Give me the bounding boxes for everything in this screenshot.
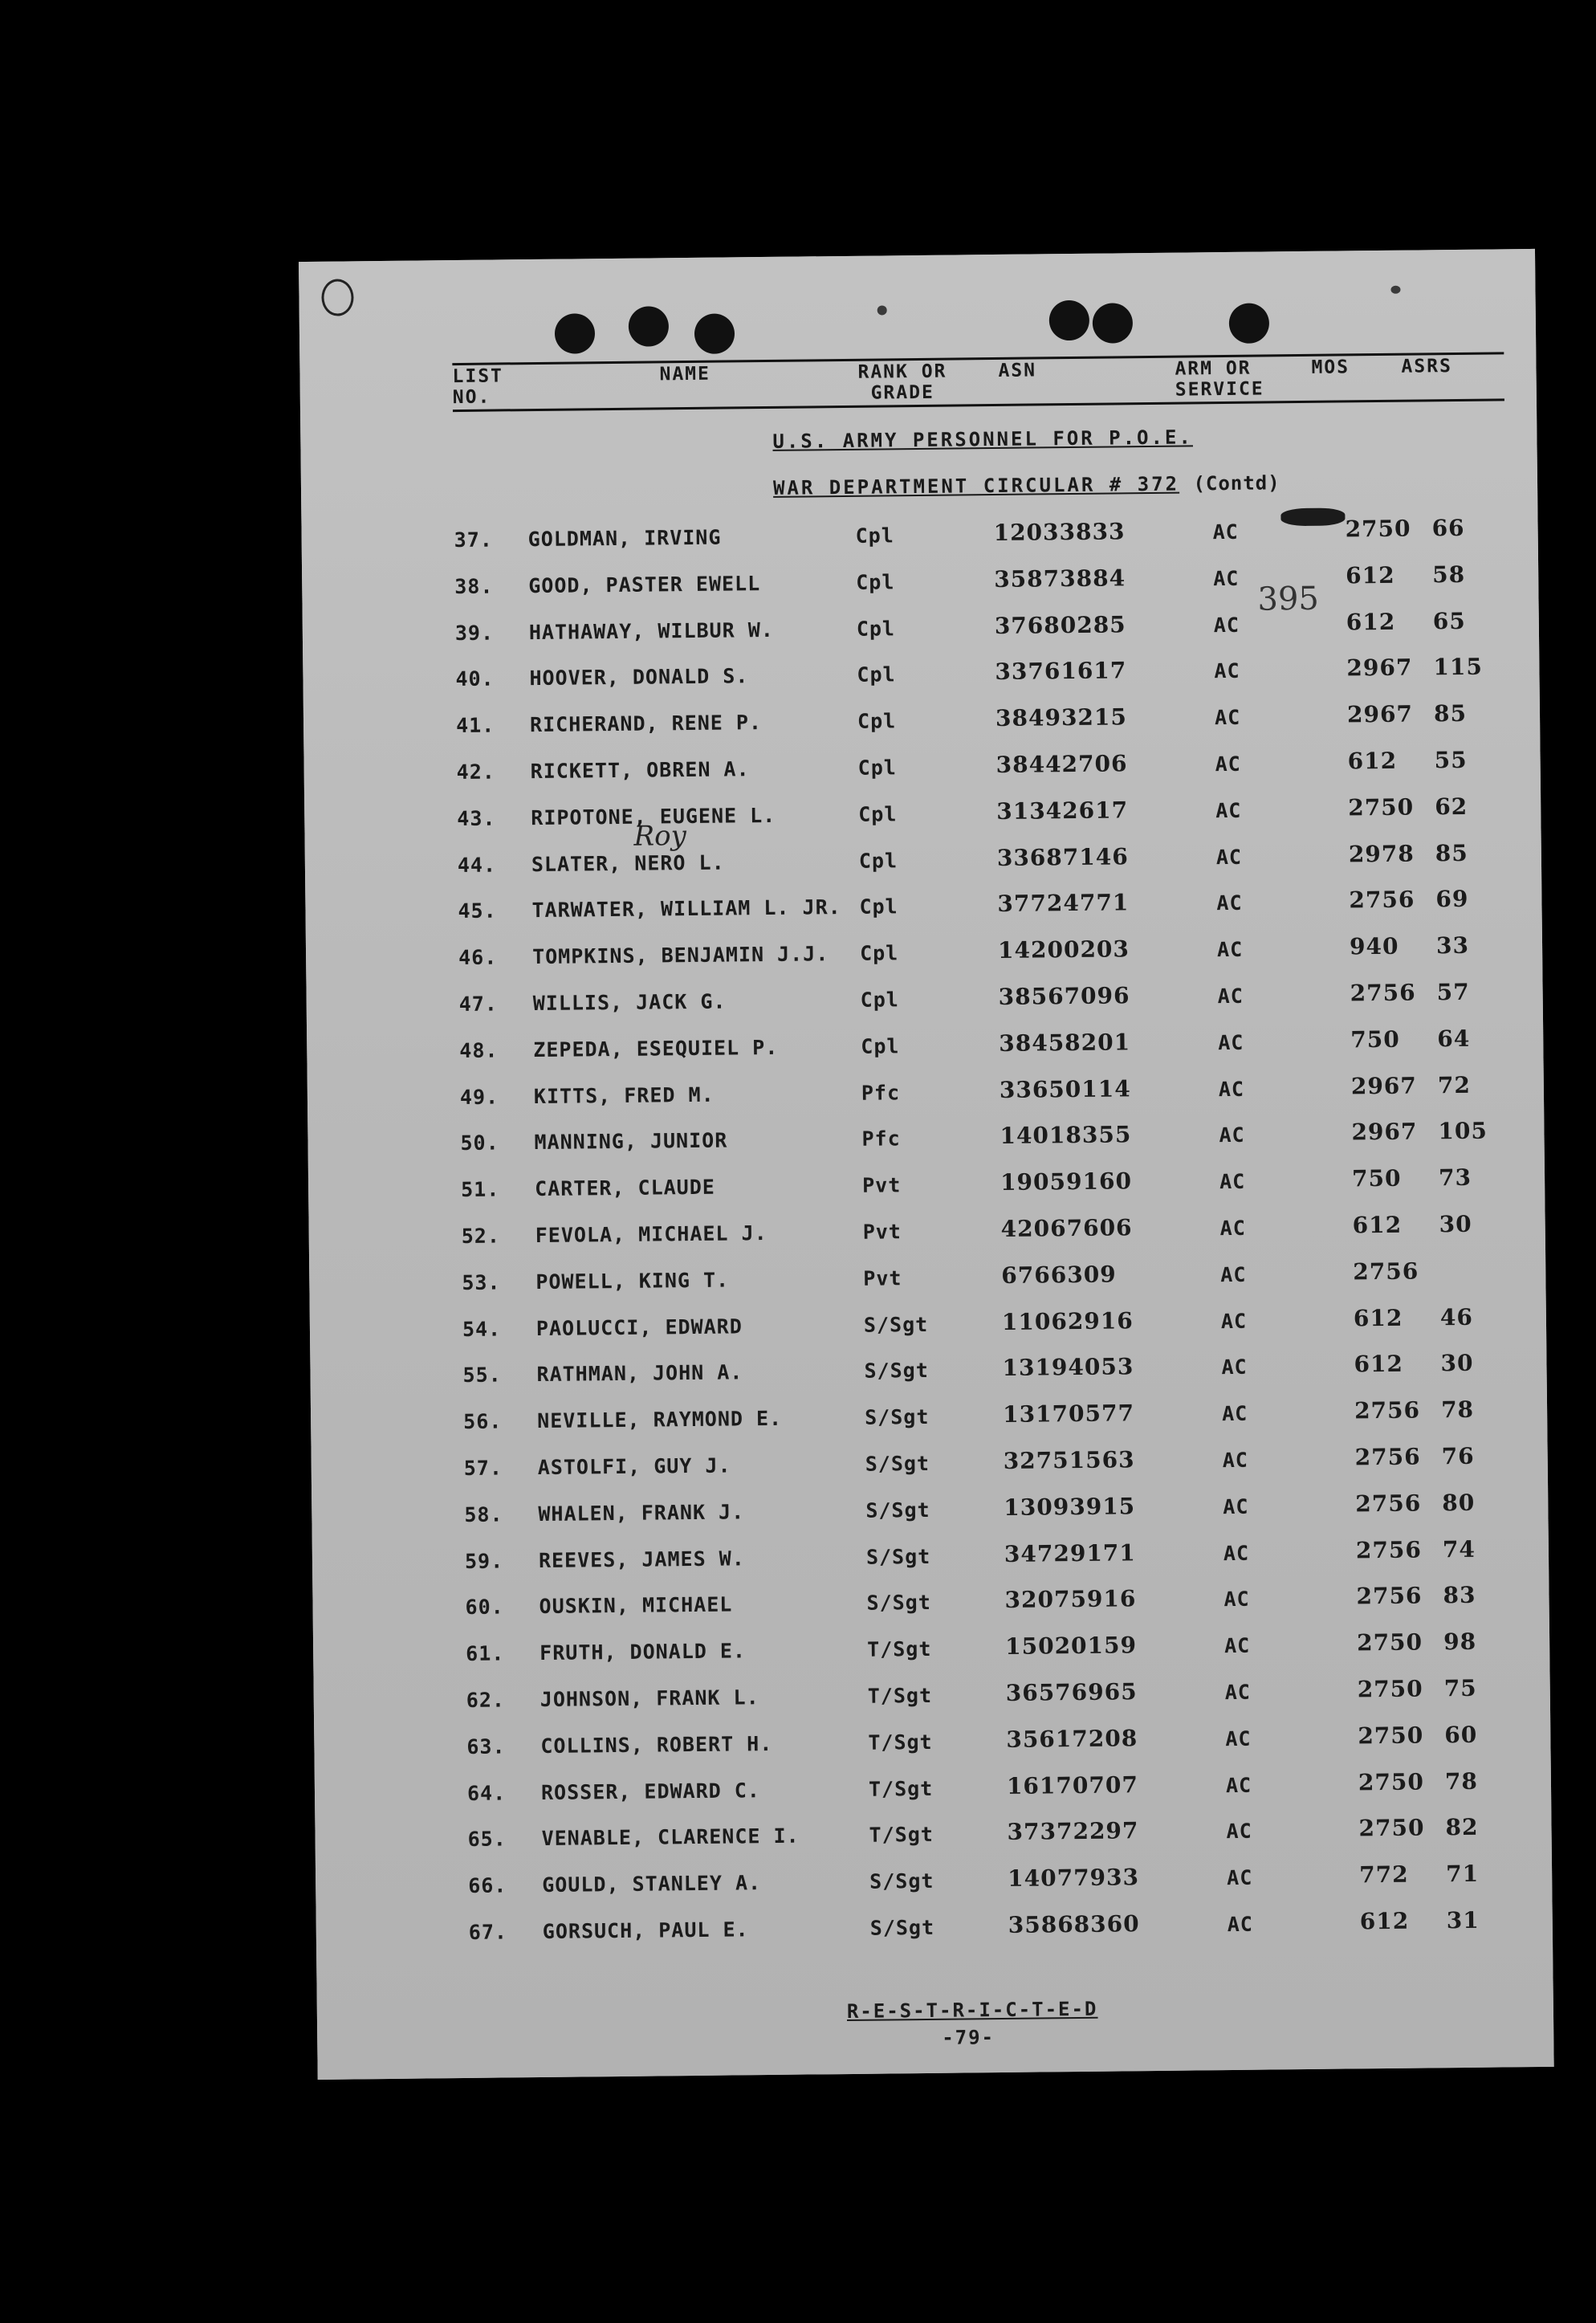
asrs-score: 60 — [1444, 1721, 1478, 1748]
serial-number: 35868360 — [1008, 1910, 1140, 1938]
mos-code: 772 — [1358, 1860, 1409, 1889]
arm-service: AC — [1216, 891, 1243, 915]
mos-code: 612 — [1353, 1304, 1403, 1331]
rank-grade: Cpl — [856, 616, 896, 641]
rank-grade: Pvt — [863, 1266, 902, 1290]
list-number: 52. — [461, 1224, 501, 1248]
person-name: RICHERAND, RENE P. — [529, 711, 763, 737]
handwritten-correction: Roy — [633, 820, 687, 853]
serial-number: 33650114 — [999, 1074, 1131, 1103]
asrs-score: 78 — [1440, 1396, 1475, 1424]
rank-grade: Pvt — [861, 1173, 902, 1197]
arm-service: AC — [1214, 659, 1240, 683]
arm-service: AC — [1213, 613, 1240, 637]
list-number: 66. — [468, 1873, 507, 1898]
mos-code: 2967 — [1351, 1118, 1418, 1146]
mos-code: 2967 — [1350, 1072, 1417, 1099]
list-number: 60. — [465, 1595, 504, 1620]
arm-service: AC — [1224, 1680, 1252, 1705]
list-number: 64. — [466, 1780, 507, 1805]
asrs-score: 82 — [1445, 1814, 1479, 1841]
serial-number: 33761617 — [995, 657, 1127, 686]
arm-service: AC — [1221, 1401, 1248, 1426]
mos-code: 612 — [1352, 1211, 1403, 1239]
punch-hole — [694, 313, 735, 354]
asrs-score: 85 — [1433, 700, 1468, 727]
person-name: NEVILLE, RAYMOND E. — [537, 1406, 783, 1433]
list-number: 42. — [456, 760, 496, 785]
person-name: VENABLE, CLARENCE I. — [541, 1824, 800, 1851]
list-number: 43. — [457, 806, 496, 830]
list-number: 39. — [454, 621, 495, 645]
serial-number: 13194053 — [1002, 1353, 1134, 1382]
arm-service: AC — [1225, 1773, 1252, 1797]
serial-number: 14200203 — [997, 935, 1130, 964]
rank-grade: S/Sgt — [863, 1312, 929, 1337]
arm-service: AC — [1227, 1865, 1253, 1890]
asrs-score: 76 — [1441, 1442, 1475, 1470]
asrs-score: 78 — [1444, 1767, 1479, 1795]
arm-service: AC — [1220, 1262, 1247, 1286]
serial-number: 12033833 — [993, 518, 1126, 547]
asrs-score: 46 — [1439, 1303, 1474, 1331]
arm-service: AC — [1221, 1355, 1248, 1380]
mos-code: 2756 — [1356, 1582, 1423, 1610]
col-head-name: NAME — [659, 363, 711, 385]
person-name: ZEPEDA, ESEQUIEL P. — [533, 1035, 779, 1062]
rank-grade: Cpl — [855, 524, 894, 548]
asrs-score: 64 — [1437, 1025, 1471, 1053]
col-head-asrs: ASRS — [1401, 356, 1453, 377]
mos-code: 2750 — [1358, 1768, 1425, 1795]
list-number: 63. — [466, 1734, 506, 1759]
serial-number: 37724771 — [997, 889, 1130, 918]
asrs-score: 31 — [1446, 1906, 1480, 1934]
asrs-score: 80 — [1442, 1489, 1476, 1516]
person-name: OUSKIN, MICHAEL — [539, 1592, 733, 1619]
arm-service: AC — [1219, 1123, 1245, 1147]
rank-grade: S/Sgt — [865, 1544, 931, 1569]
arm-service: AC — [1212, 520, 1239, 544]
asrs-score: 83 — [1443, 1582, 1476, 1609]
serial-number: 11062916 — [1001, 1306, 1134, 1335]
serial-number: 38567096 — [998, 982, 1130, 1010]
list-number: 49. — [459, 1085, 499, 1109]
circular-title: WAR DEPARTMENT CIRCULAR # 372 — [772, 472, 1180, 499]
list-number: 46. — [458, 945, 498, 970]
page-number: -79- — [942, 2026, 995, 2049]
asrs-score: 30 — [1439, 1210, 1472, 1238]
list-number: 54. — [462, 1317, 502, 1341]
person-name: WILLIS, JACK G. — [532, 989, 727, 1016]
rank-grade: Cpl — [858, 802, 898, 826]
person-name: PAOLUCCI, EDWARD — [535, 1314, 743, 1340]
serial-number: 38458201 — [999, 1029, 1131, 1057]
person-name: RICKETT, OBREN A. — [530, 757, 750, 784]
serial-number: 36576965 — [1005, 1678, 1138, 1706]
mos-code: 2750 — [1357, 1675, 1423, 1703]
arm-service: AC — [1223, 1494, 1249, 1518]
asrs-score: 85 — [1435, 839, 1468, 866]
asrs-score: 72 — [1437, 1071, 1471, 1098]
page-stamp-number: 395 — [1257, 580, 1320, 618]
mos-code: 2756 — [1349, 886, 1415, 914]
mos-code: 2750 — [1348, 793, 1415, 821]
person-name: RATHMAN, JOHN A. — [536, 1360, 743, 1387]
col-head-asn: ASN — [998, 360, 1037, 381]
header-bottom-rule — [453, 398, 1504, 412]
person-name: GORSUCH, PAUL E. — [542, 1917, 749, 1943]
list-number: 51. — [461, 1177, 500, 1202]
arm-service: AC — [1219, 1216, 1246, 1241]
serial-number: 14018355 — [1000, 1121, 1132, 1150]
rank-grade: S/Sgt — [864, 1359, 929, 1384]
arm-service: AC — [1218, 1030, 1244, 1054]
person-name: ROSSER, EDWARD C. — [540, 1778, 761, 1804]
arm-service: AC — [1214, 705, 1241, 730]
arm-service: AC — [1223, 1541, 1250, 1565]
person-name: CARTER, CLAUDE — [534, 1175, 716, 1201]
asrs-score: 65 — [1432, 607, 1466, 634]
person-name: FRUTH, DONALD E. — [539, 1639, 747, 1665]
mos-code: 750 — [1350, 1025, 1400, 1054]
asrs-score: 75 — [1443, 1674, 1477, 1702]
serial-number: 15020159 — [1004, 1632, 1138, 1661]
list-number: 41. — [455, 713, 495, 738]
asrs-score: 98 — [1443, 1628, 1477, 1656]
rank-grade: Cpl — [857, 662, 896, 687]
punch-hole — [555, 313, 596, 354]
list-number: 45. — [458, 899, 497, 923]
document-page — [299, 249, 1554, 2080]
list-number: 67. — [468, 1920, 508, 1944]
punch-hole — [629, 306, 670, 347]
person-name: COLLINS, ROBERT H. — [540, 1731, 773, 1758]
arm-service: AC — [1215, 845, 1243, 869]
mos-code: 2756 — [1355, 1490, 1422, 1518]
document-subtitle — [773, 471, 1280, 499]
serial-number: 13170577 — [1002, 1400, 1135, 1428]
asrs-score: 30 — [1440, 1350, 1474, 1377]
serial-number: 6766309 — [1001, 1261, 1117, 1289]
asrs-score: 71 — [1445, 1860, 1480, 1888]
arm-service: AC — [1227, 1912, 1254, 1936]
person-name: ASTOLFI, GUY J. — [537, 1453, 731, 1479]
mos-code: 2750 — [1356, 1628, 1423, 1657]
classification-footer: R-E-S-T-R-I-C-T-E-D — [846, 1997, 1098, 2023]
mos-code: 612 — [1354, 1351, 1404, 1378]
arm-service: AC — [1224, 1633, 1251, 1658]
arm-service: AC — [1216, 937, 1244, 962]
serial-number: 32751563 — [1003, 1446, 1135, 1474]
list-number: 65. — [467, 1827, 507, 1852]
list-number: 37. — [454, 528, 493, 552]
mos-code: 750 — [1351, 1164, 1402, 1192]
document-title: U.S. ARMY PERSONNEL FOR P.O.E. — [772, 426, 1194, 453]
mos-code: 2756 — [1355, 1536, 1423, 1563]
serial-number: 42067606 — [1000, 1214, 1133, 1242]
rank-grade: Cpl — [860, 988, 900, 1012]
arm-service: AC — [1223, 1587, 1250, 1612]
serial-number: 13093915 — [1004, 1492, 1136, 1521]
arm-service: AC — [1226, 1820, 1252, 1844]
serial-number: 34729171 — [1004, 1538, 1136, 1567]
asrs-score: 69 — [1435, 886, 1469, 913]
asrs-score: 105 — [1438, 1117, 1488, 1145]
mos-code: 2978 — [1348, 840, 1415, 867]
serial-number: 35617208 — [1006, 1724, 1138, 1753]
col-head-list-no: LIST NO. — [452, 365, 504, 409]
serial-number: 32075916 — [1004, 1585, 1137, 1614]
asrs-score: 58 — [1432, 560, 1466, 589]
person-name: TOMPKINS, BENJAMIN J.J. — [531, 942, 829, 969]
person-name: REEVES, JAMES W. — [538, 1546, 745, 1572]
arm-service: AC — [1217, 984, 1244, 1009]
rank-grade: Cpl — [859, 895, 898, 919]
rank-grade: S/Sgt — [869, 1869, 934, 1893]
contd-label: (Contd) — [1193, 471, 1280, 495]
rank-grade: S/Sgt — [865, 1498, 930, 1522]
punch-hole — [1049, 300, 1090, 341]
mos-code: 940 — [1349, 932, 1399, 960]
rank-grade: Cpl — [859, 941, 899, 965]
paper-speck — [1390, 286, 1400, 294]
mos-code: 2967 — [1346, 654, 1413, 682]
punch-hole — [1093, 303, 1134, 344]
mos-code: 2750 — [1358, 1722, 1424, 1750]
mos-code: 2756 — [1353, 1257, 1419, 1286]
person-name: GOOD, PASTER EWELL — [528, 571, 761, 597]
person-name: GOULD, STANLEY A. — [542, 1871, 762, 1897]
asrs-score: 66 — [1431, 514, 1465, 542]
serial-number: 38442706 — [995, 750, 1128, 778]
person-name: HOOVER, DONALD S. — [529, 664, 749, 691]
mos-code: 2967 — [1346, 700, 1414, 728]
rank-grade: Cpl — [857, 756, 897, 780]
person-name: KITTS, FRED M. — [533, 1082, 715, 1108]
rank-grade: T/Sgt — [868, 1730, 933, 1754]
serial-number: 31342617 — [996, 797, 1129, 825]
mos-code: 612 — [1347, 747, 1398, 775]
person-name: FEVOLA, MICHAEL J. — [535, 1221, 767, 1247]
rank-grade: Pfc — [861, 1127, 901, 1151]
serial-number: 37372297 — [1007, 1817, 1139, 1846]
arm-service: AC — [1215, 752, 1241, 776]
mos-code: 2756 — [1354, 1443, 1421, 1471]
rank-grade: Cpl — [856, 570, 895, 594]
list-number: 61. — [466, 1641, 505, 1666]
rank-grade: T/Sgt — [868, 1776, 934, 1801]
mos-code: 612 — [1346, 608, 1396, 636]
asrs-score: 62 — [1435, 793, 1468, 821]
rank-grade: Cpl — [861, 1034, 900, 1058]
serial-number: 35873884 — [994, 564, 1126, 593]
person-name: SLATER, NERO L. — [531, 850, 725, 876]
list-number: 58. — [464, 1502, 503, 1526]
list-number: 57. — [463, 1456, 503, 1480]
mos-code: 2750 — [1345, 515, 1411, 543]
list-number: 47. — [458, 992, 499, 1016]
rank-grade: T/Sgt — [869, 1823, 934, 1848]
list-number: 56. — [463, 1409, 503, 1434]
mos-code: 612 — [1359, 1907, 1410, 1935]
asrs-score: 33 — [1435, 932, 1470, 960]
person-name: WHALEN, FRANK J. — [538, 1500, 745, 1526]
asrs-score: 57 — [1436, 978, 1470, 1006]
list-number: 59. — [464, 1549, 504, 1573]
person-name: RIPOTONE, EUGENE L. — [531, 803, 776, 829]
rank-grade: S/Sgt — [866, 1591, 931, 1616]
arm-service: AC — [1215, 798, 1242, 822]
mos-code: 2756 — [1354, 1396, 1421, 1424]
person-name: HATHAWAY, WILBUR W. — [528, 617, 775, 644]
rank-grade: S/Sgt — [869, 1915, 935, 1940]
asrs-score: 73 — [1438, 1164, 1472, 1192]
list-number: 53. — [462, 1270, 501, 1294]
person-name: POWELL, KING T. — [535, 1268, 730, 1294]
asrs-score: 115 — [1433, 654, 1484, 681]
serial-number: 38493215 — [995, 703, 1128, 732]
rank-grade: Pfc — [861, 1080, 901, 1105]
rank-grade: S/Sgt — [865, 1405, 930, 1429]
mos-code: 2756 — [1350, 979, 1416, 1007]
serial-number: 33687146 — [996, 842, 1129, 871]
list-number: 55. — [462, 1363, 502, 1388]
person-name: GOLDMAN, IRVING — [527, 525, 722, 552]
list-number: 40. — [455, 666, 495, 691]
arm-service: AC — [1213, 566, 1240, 590]
serial-number: 14077933 — [1008, 1864, 1140, 1893]
rank-grade: Cpl — [857, 709, 897, 733]
col-head-arm: ARM OR SERVICE — [1175, 357, 1264, 401]
serial-number: 19059160 — [1000, 1168, 1133, 1196]
list-number: 48. — [459, 1038, 499, 1062]
arm-service: AC — [1220, 1309, 1248, 1333]
arm-service: AC — [1219, 1169, 1246, 1194]
arm-service: AC — [1218, 1077, 1245, 1101]
serial-number: 16170707 — [1006, 1771, 1138, 1799]
punch-hole — [1229, 303, 1270, 344]
col-head-mos: MOS — [1311, 357, 1350, 378]
rank-grade: T/Sgt — [867, 1683, 933, 1708]
asrs-score: 74 — [1442, 1535, 1476, 1563]
punch-hole — [321, 279, 353, 316]
rank-grade: Pvt — [862, 1220, 902, 1244]
personnel-table — [454, 506, 1545, 1956]
list-number: 38. — [454, 574, 494, 598]
rank-grade: Cpl — [858, 848, 898, 873]
list-number: 50. — [460, 1131, 499, 1155]
person-name: JOHNSON, FRANK L. — [539, 1685, 759, 1711]
mos-code: 2750 — [1358, 1814, 1425, 1842]
col-head-rank: RANK OR GRADE — [857, 361, 947, 404]
arm-service: AC — [1225, 1726, 1252, 1750]
list-number: 44. — [457, 853, 497, 877]
serial-number: 37680285 — [994, 610, 1126, 639]
rank-grade: T/Sgt — [867, 1637, 932, 1661]
person-name: MANNING, JUNIOR — [534, 1128, 728, 1155]
rank-grade: S/Sgt — [865, 1451, 930, 1476]
arm-service: AC — [1222, 1448, 1248, 1473]
person-name: TARWATER, WILLIAM L. JR. — [531, 895, 841, 923]
paper-speck — [877, 305, 887, 315]
asrs-score: 55 — [1434, 746, 1468, 774]
list-number: 62. — [466, 1688, 506, 1712]
mos-code: 612 — [1346, 561, 1395, 589]
